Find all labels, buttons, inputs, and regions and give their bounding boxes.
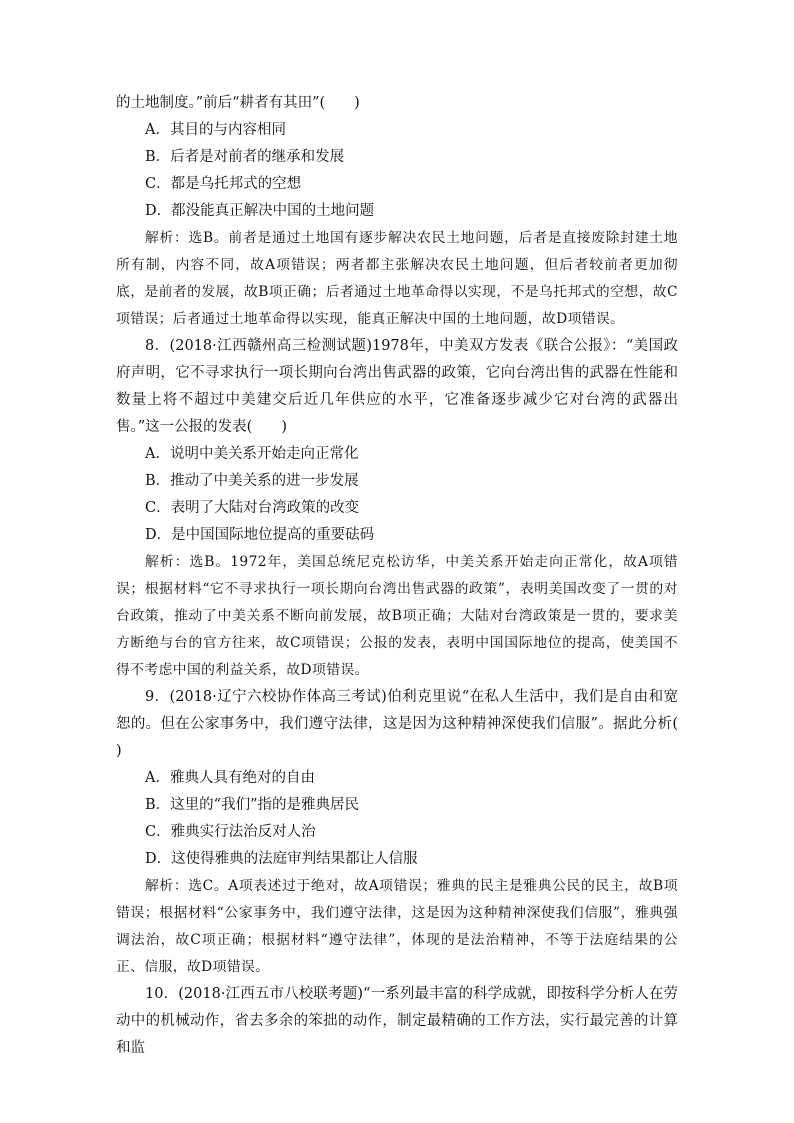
q9-stem: 9．(2018·辽宁六校协作体高三考试)伯利克里说“在私人生活中，我们是自由和宽恕的。但在公家事务中，我们遵守法律，这是因为这种精神深使我们信服”。据此分析( ) <box>116 689 707 759</box>
q9-explanation: 解析：选C。A项表述过于绝对，故A项错误；雅典的民主是雅典公民的民主，故B项错误；根据材料“公家事务中，我们遵守法律，这是因为这种精神深使我们信服”，雅典强调法治，故C项正确；根据材料“遵守法律”，体现的是法治精神，不等于法庭结果的公正、信服，故D项错误。 <box>116 878 678 975</box>
q8-option-d: D．是中国国际地位提高的重要砝码 <box>145 527 375 543</box>
q8-stem: 8．(2018·江西赣州高三检测试题)1978年，中美双方发表《联合公报》：“美国政府声明，它不寻求执行一项长期向台湾出售武器的政策，它向台湾出售的武器在性能和数量上将不超过中美建交后近几年供应的水平，它准备逐步减少它对台湾的武器出售。”这一公报的发表( ) <box>116 338 678 435</box>
q7-option-a: A．其目的与内容相同 <box>145 122 286 138</box>
q8-option-a: A．说明中美关系开始走向正常化 <box>145 446 359 462</box>
q9-option-a: A．雅典人具有绝对的自由 <box>145 770 315 786</box>
q7-option-d: D．都没能真正解决中国的土地问题 <box>145 203 375 219</box>
q9-option-b: B．这里的“我们”指的是雅典居民 <box>145 797 359 813</box>
q7-explanation: 解析：选B。前者是通过土地国有逐步解决农民土地问题，后者是直接废除封建土地所有制，内容不同，故A项错误；两者都主张解决农民土地问题，但后者较前者更加彻底，是前者的发展，故B项正确；后者通过土地革命得以实现，不是乌托邦式的空想，故C项错误；后者通过土地革命得以实现，能真正解决中国的土地问题，故D项错误。 <box>116 230 678 327</box>
q7-stem-tail: 的土地制度。”前后“耕者有其田”( ) <box>116 95 360 111</box>
q10-stem: 10．(2018·江西五市八校联考题)“一系列最丰富的科学成就，即按科学分析人在劳动中的机械动作，省去多余的笨拙的动作，制定最精确的工作方法，实行最完善的计算和监 <box>116 986 678 1056</box>
q9-option-c: C．雅典实行法治反对人治 <box>145 824 316 840</box>
q8-option-b: B．推动了中美关系的进一步发展 <box>145 473 359 489</box>
q7-option-c: C．都是乌托邦式的空想 <box>145 176 302 192</box>
q8-explanation: 解析：选B。1972年，美国总统尼克松访华，中美关系开始走向正常化，故A项错误；根据材料“它不寻求执行一项长期向台湾出售武器的政策”，表明美国改变了一贯的对台政策，推动了中美关系不断向前发展，故B项正确；大陆对台湾政策是一贯的，要求美方断绝与台的官方往来，故C项错误；公报的发表，表明中国国际地位的提高，使美国不得不考虑中国的利益关系，故D项错误。 <box>116 554 678 678</box>
q9-option-d: D．这使得雅典的法庭审判结果都让人信服 <box>145 851 418 867</box>
q8-option-c: C．表明了大陆对台湾政策的改变 <box>145 500 360 516</box>
q7-option-b: B．后者是对前者的继承和发展 <box>145 149 345 165</box>
